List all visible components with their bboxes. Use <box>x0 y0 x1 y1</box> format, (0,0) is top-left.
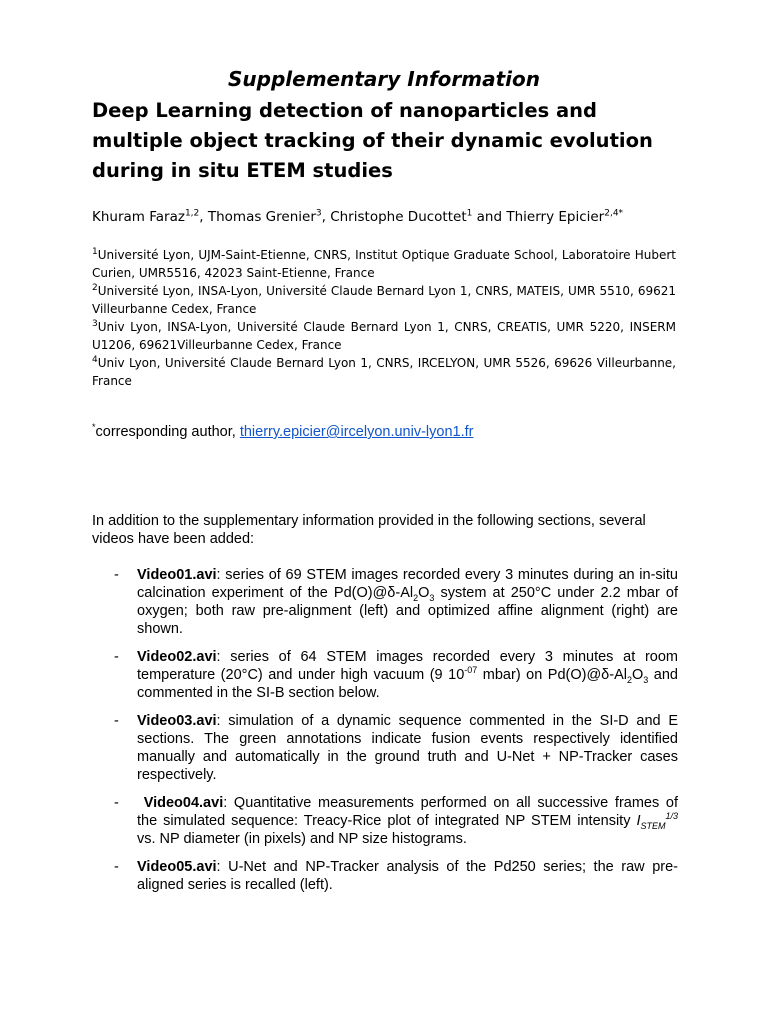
list-dash: - <box>114 713 119 729</box>
author-separator: , <box>321 209 331 225</box>
video-filename: Video01.avi <box>137 567 217 583</box>
list-dash: - <box>114 567 119 583</box>
author-list <box>92 208 692 226</box>
author-affil-mark: 1,2 <box>184 208 200 219</box>
affiliation-text: Université Lyon, INSA-Lyon, Université Claude Bernard Lyon 1, CNRS, MATEIS, UMR 5510, 69621 Villeurbanne Cedex, France <box>92 284 676 316</box>
author-affil-mark: 2,4* <box>604 208 624 219</box>
video-filename: Video02.avi <box>137 649 217 665</box>
list-dash: - <box>114 859 119 875</box>
corresponding-author <box>92 423 692 441</box>
paper-title: Deep Learning detection of nanoparticles and multiple object tracking of their dynamic evolution during in situ ETEM studies <box>92 99 653 182</box>
video-description <box>137 794 678 848</box>
list-dash: - <box>114 649 119 665</box>
video-description <box>137 566 678 638</box>
author-name: Khuram Faraz <box>92 209 185 225</box>
video-item <box>92 712 678 784</box>
video-text: O <box>418 585 430 601</box>
video-text: : series of 69 STEM images recorded every 3 minutes during an in-situ calcination experiment of the Pd(O)@δ-Al <box>137 567 678 601</box>
affiliation-number: 3 <box>92 319 98 329</box>
subscript: 2 <box>626 674 632 685</box>
exponent: 1/3 <box>665 811 678 822</box>
author-name: Christophe Ducottet <box>330 209 467 225</box>
video-text: : series of 64 STEM images recorded every 3 minutes at room temperature (20°C) and under high vacuum (9 10 <box>137 649 678 683</box>
affiliation-text: Université Lyon, UJM-Saint-Etienne, CNRS, Institut Optique Graduate School, Laboratoire Hubert Curien, UMR5516, 42023 Saint-Etienne, France <box>92 248 676 280</box>
video-description <box>137 648 678 702</box>
video-text: : U-Net and NP-Tracker analysis of the Pd250 series; the raw pre-aligned series is recalled (left). <box>137 859 678 893</box>
video-text: vs. NP diameter (in pixels) and NP size histograms. <box>137 831 467 847</box>
affiliation-text: Univ Lyon, INSA-Lyon, Université Claude Bernard Lyon 1, CNRS, CREATIS, UMR 5220, INSERM U1206, 69621Villeurbanne Cedex, France <box>92 320 676 352</box>
author-name: Thomas Grenier <box>207 209 316 225</box>
supplementary-heading: Supplementary Information <box>228 67 540 91</box>
affiliation-item <box>92 246 676 282</box>
video-description <box>137 712 678 784</box>
video-item <box>92 794 678 848</box>
video-text: : simulation of a dynamic sequence commented in the SI-D and E sections. The green annotations indicate fusion events respectively identified manually and automatically in the ground truth and U-Net + NP-Tracker cases respectively. <box>137 713 678 783</box>
video-item <box>92 648 678 702</box>
exponent: -07 <box>464 665 478 676</box>
author-affil-mark: 1 <box>466 208 473 219</box>
affiliation-item <box>92 318 676 354</box>
list-dash: - <box>114 795 119 811</box>
subscript: STEM <box>640 820 666 831</box>
corresponding-label: corresponding author, <box>95 424 240 440</box>
affiliation-list <box>92 246 676 390</box>
video-item <box>92 566 678 638</box>
affiliation-item <box>92 354 676 390</box>
video-filename: Video04.avi <box>143 795 224 811</box>
affiliation-item <box>92 282 676 318</box>
corresponding-mark: * <box>92 422 96 433</box>
video-text: and commented in the SI-B section below. <box>137 667 678 701</box>
video-description <box>137 858 678 894</box>
video-text: mbar) on Pd(O)@δ-Al <box>477 667 627 683</box>
intro-paragraph: In addition to the supplementary information provided in the following sections, several videos have been added: <box>92 513 646 547</box>
video-filename: Video03.avi <box>137 713 217 729</box>
video-text: O <box>632 667 644 683</box>
affiliation-number: 2 <box>92 283 98 293</box>
subscript: 2 <box>413 592 419 603</box>
subscript: 3 <box>429 592 435 603</box>
corresponding-email-link[interactable]: thierry.epicier@ircelyon.univ-lyon1.fr <box>239 424 474 440</box>
author-name: Thierry Epicier <box>506 209 605 225</box>
video-text: system at 250°C under 2.2 mbar of oxygen; both raw pre-alignment (left) and optimized affine alignment (right) are shown. <box>137 585 678 637</box>
video-list <box>92 566 678 904</box>
author-separator: and <box>472 209 507 225</box>
affiliation-text: Univ Lyon, Université Claude Bernard Lyon 1, CNRS, IRCELYON, UMR 5526, 69626 Villeurbanne, France <box>92 356 676 388</box>
author-separator: , <box>199 209 208 225</box>
affiliation-number: 1 <box>92 247 98 257</box>
video-text: : Quantitative measurements performed on all successive frames of the simulated sequence: Treacy-Rice plot of integrated NP STEM intensity <box>137 795 679 829</box>
subscript: 3 <box>643 674 649 685</box>
author-affil-mark: 3 <box>315 208 322 219</box>
affiliation-number: 4 <box>92 355 98 365</box>
video-filename: Video05.avi <box>137 859 217 875</box>
video-item <box>92 858 678 894</box>
intensity-symbol: I <box>636 813 641 829</box>
